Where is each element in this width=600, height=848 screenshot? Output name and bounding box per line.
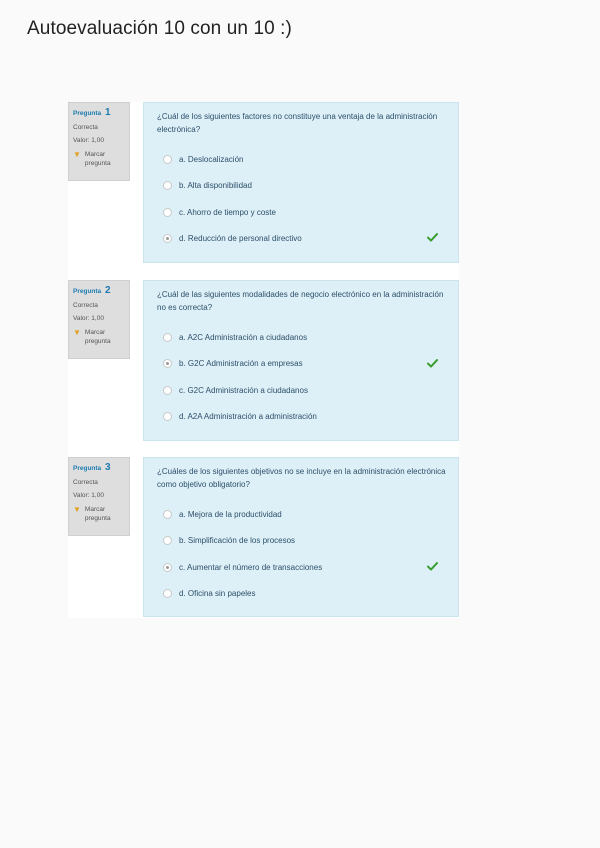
- question-label: Pregunta: [73, 110, 102, 117]
- flag-question-button[interactable]: [73, 328, 125, 346]
- answer-option[interactable]: [157, 324, 446, 350]
- radio-button[interactable]: [163, 333, 172, 342]
- answer-label: c. Aumentar el número de transacciones: [179, 562, 323, 572]
- question-status: Correcta: [73, 124, 98, 131]
- radio-button[interactable]: [163, 181, 172, 190]
- answer-label: d. Reducción de personal directivo: [179, 233, 302, 243]
- answer-label: a. Mejora de la productividad: [179, 510, 282, 520]
- question-number: 2: [104, 285, 111, 296]
- answer-option[interactable]: [157, 528, 446, 554]
- radio-button[interactable]: [163, 208, 172, 217]
- question-info: [68, 457, 130, 536]
- answer-option[interactable]: [157, 403, 446, 429]
- radio-button[interactable]: [163, 589, 172, 598]
- question-body: [143, 457, 459, 617]
- answer-option-selected[interactable]: [157, 554, 446, 580]
- flag-icon: ▼: [73, 505, 81, 514]
- question-status: Correcta: [73, 479, 98, 486]
- answer-option[interactable]: [157, 377, 446, 403]
- answer-option-selected[interactable]: [157, 351, 446, 377]
- answer-label: a. A2C Administración a ciudadanos: [179, 333, 308, 343]
- question-text: ¿Cuál de los siguientes factores no constituye una ventaja de la administración electrónica?: [157, 112, 438, 135]
- question-status: Correcta: [73, 302, 98, 309]
- answer-label: b. G2C Administración a empresas: [179, 359, 303, 369]
- question-score: Valor: 1,00: [73, 137, 104, 144]
- answer-option[interactable]: [157, 146, 446, 172]
- flag-question-button[interactable]: [73, 150, 125, 168]
- check-icon: [427, 359, 438, 368]
- flag-icon: ▼: [73, 150, 81, 159]
- question-info: [68, 102, 130, 181]
- question-score: Valor: 1,00: [73, 315, 104, 322]
- question-text: ¿Cuál de las siguientes modalidades de negocio electrónico en la administración no es correcta?: [157, 290, 444, 313]
- check-icon: [427, 233, 438, 242]
- answer-label: c. G2C Administración a ciudadanos: [179, 385, 308, 395]
- question-number: 1: [104, 107, 111, 118]
- question-body: [143, 280, 459, 441]
- radio-button-checked[interactable]: [163, 563, 172, 572]
- answer-label: c. Ahorro de tiempo y coste: [179, 207, 276, 217]
- answer-label: b. Alta disponibilidad: [179, 181, 252, 191]
- flag-label: Marcar pregunta: [84, 506, 111, 523]
- radio-button[interactable]: [163, 510, 172, 519]
- answer-label: b. Simplificación de los procesos: [179, 536, 296, 546]
- radio-button[interactable]: [163, 386, 172, 395]
- flag-label: Marcar pregunta: [84, 151, 111, 168]
- answer-label: d. Oficina sin papeles: [179, 588, 256, 598]
- answer-option-selected[interactable]: [157, 225, 446, 251]
- answer-label: d. A2A Administración a administración: [179, 411, 317, 421]
- page-title: Autoevaluación 10 con un 10 :): [27, 18, 292, 39]
- answer-option[interactable]: [157, 173, 446, 199]
- flag-icon: ▼: [73, 328, 81, 337]
- radio-button-checked[interactable]: [163, 234, 172, 243]
- question-label: Pregunta: [73, 465, 102, 472]
- answer-label: a. Deslocalización: [179, 155, 244, 165]
- question-score: Valor: 1,00: [73, 492, 104, 499]
- answer-option[interactable]: [157, 580, 446, 606]
- radio-button[interactable]: [163, 412, 172, 421]
- check-icon: [427, 562, 438, 571]
- radio-button[interactable]: [163, 536, 172, 545]
- answer-option[interactable]: [157, 199, 446, 225]
- radio-button-checked[interactable]: [163, 359, 172, 368]
- question-info: [68, 280, 130, 359]
- radio-button[interactable]: [163, 155, 172, 164]
- question-text: ¿Cuáles de los siguientes objetivos no se incluye en la administración electrónica como objetivo obligatorio?: [157, 467, 446, 490]
- question-label: Pregunta: [73, 288, 102, 295]
- question-number: 3: [104, 462, 111, 473]
- flag-question-button[interactable]: [73, 505, 125, 523]
- question-body: [143, 102, 459, 263]
- answer-option[interactable]: [157, 501, 446, 527]
- flag-label: Marcar pregunta: [84, 329, 111, 346]
